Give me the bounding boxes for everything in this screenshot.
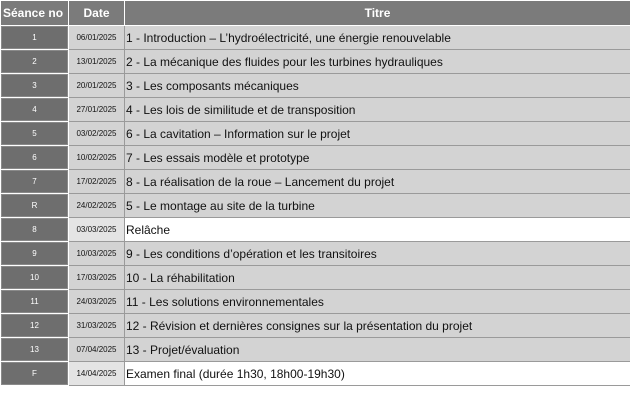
header-titre: Titre	[125, 1, 630, 26]
table-row	[1, 218, 630, 242]
seance-number-cell: 10	[1, 266, 69, 290]
date-cell: 03/03/2025	[69, 218, 125, 242]
table-header	[1, 1, 630, 26]
table-row	[1, 74, 630, 98]
titre-cell: 5 - Le montage au site de la turbine	[125, 194, 630, 218]
date-cell: 07/04/2025	[69, 338, 125, 362]
date-cell: 10/02/2025	[69, 146, 125, 170]
date-cell: 31/03/2025	[69, 314, 125, 338]
table-row	[1, 242, 630, 266]
titre-cell: 7 - Les essais modèle et prototype	[125, 146, 630, 170]
titre-cell: 1 - Introduction – L’hydroélectricité, une énergie renouvelable	[125, 26, 630, 50]
titre-cell: 4 - Les lois de similitude et de transposition	[125, 98, 630, 122]
titre-cell: 8 - La réalisation de la roue – Lancement du projet	[125, 170, 630, 194]
header-row	[1, 1, 630, 26]
titre-cell: 2 - La mécanique des fluides pour les turbines hydrauliques	[125, 50, 630, 74]
seance-number-cell: F	[1, 362, 69, 386]
titre-cell: 12 - Révision et dernières consignes sur la présentation du projet	[125, 314, 630, 338]
titre-cell: 13 - Projet/évaluation	[125, 338, 630, 362]
header-seance: Séance no	[1, 1, 69, 26]
header-date: Date	[69, 1, 125, 26]
date-cell: 17/02/2025	[69, 170, 125, 194]
date-cell: 06/01/2025	[69, 26, 125, 50]
titre-cell: 11 - Les solutions environnementales	[125, 290, 630, 314]
seance-number-cell: 1	[1, 26, 69, 50]
table-body	[1, 26, 630, 386]
date-cell: 14/04/2025	[69, 362, 125, 386]
table-row	[1, 26, 630, 50]
titre-cell: Examen final (durée 1h30, 18h00-19h30)	[125, 362, 630, 386]
table-row	[1, 170, 630, 194]
seance-number-cell: 7	[1, 170, 69, 194]
seance-number-cell: 12	[1, 314, 69, 338]
date-cell: 17/03/2025	[69, 266, 125, 290]
table-row	[1, 338, 630, 362]
seance-number-cell: 6	[1, 146, 69, 170]
table-row	[1, 146, 630, 170]
seance-number-cell: 3	[1, 74, 69, 98]
table-row	[1, 362, 630, 386]
seance-number-cell: 4	[1, 98, 69, 122]
date-cell: 20/01/2025	[69, 74, 125, 98]
table-row	[1, 290, 630, 314]
date-cell: 24/03/2025	[69, 290, 125, 314]
titre-cell: 9 - Les conditions d’opération et les transitoires	[125, 242, 630, 266]
table-row	[1, 50, 630, 74]
table-row	[1, 122, 630, 146]
date-cell: 10/03/2025	[69, 242, 125, 266]
seance-number-cell: 11	[1, 290, 69, 314]
seance-number-cell: 8	[1, 218, 69, 242]
table-row	[1, 98, 630, 122]
date-cell: 24/02/2025	[69, 194, 125, 218]
seance-number-cell: 5	[1, 122, 69, 146]
date-cell: 03/02/2025	[69, 122, 125, 146]
seance-number-cell: 9	[1, 242, 69, 266]
titre-cell: 10 - La réhabilitation	[125, 266, 630, 290]
date-cell: 13/01/2025	[69, 50, 125, 74]
titre-cell: 3 - Les composants mécaniques	[125, 74, 630, 98]
date-cell: 27/01/2025	[69, 98, 125, 122]
seance-number-cell: 2	[1, 50, 69, 74]
table-row	[1, 314, 630, 338]
table-row	[1, 194, 630, 218]
titre-cell: 6 - La cavitation – Information sur le projet	[125, 122, 630, 146]
seance-number-cell: 13	[1, 338, 69, 362]
seance-number-cell: R	[1, 194, 69, 218]
table-row	[1, 266, 630, 290]
titre-cell: Relâche	[125, 218, 630, 242]
